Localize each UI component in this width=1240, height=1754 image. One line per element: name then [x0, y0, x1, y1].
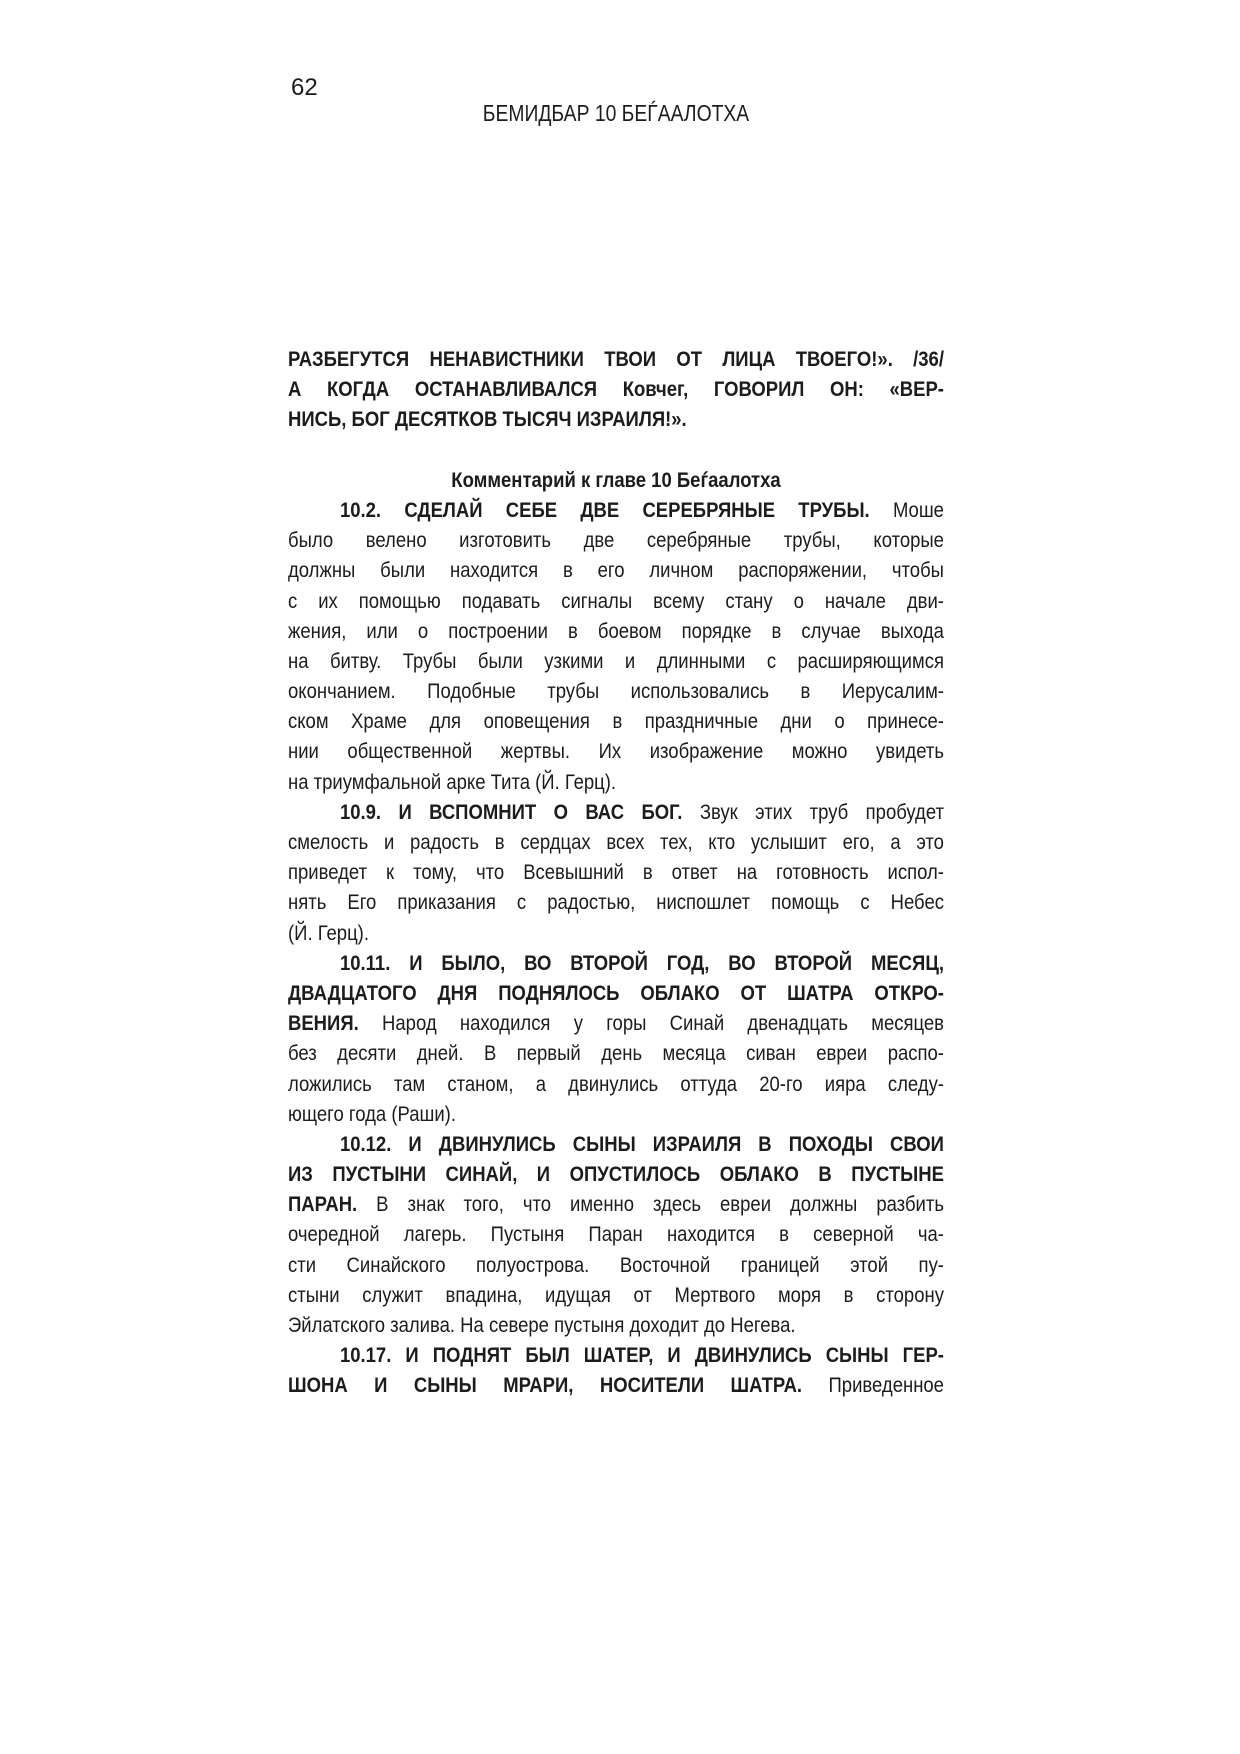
bold-text-run: ШОНА И СЫНЫ МРАРИ, НОСИТЕЛИ ШАТРА.	[288, 1374, 803, 1398]
text-run: с их помощью подавать сигналы всему стану о начале дви-	[288, 589, 944, 613]
text-line	[288, 1009, 944, 1039]
text-line	[288, 526, 944, 556]
text-run: ском Храме для оповещения в праздничные дни о принесе-	[288, 710, 944, 734]
text-line	[288, 375, 944, 405]
bold-text-run: 10.9. И ВСПОМНИТ О ВАС БОГ.	[339, 800, 683, 824]
text-line	[288, 888, 944, 918]
text-line	[288, 919, 944, 949]
text-line	[288, 405, 944, 435]
commentary-10-11	[288, 949, 944, 1130]
bold-text-run: ДВАДЦАТОГО ДНЯ ПОДНЯЛОСЬ ОБЛАКО ОТ ШАТРА ОТКРО-	[288, 981, 944, 1005]
text-line	[288, 1070, 944, 1100]
commentary-10-9	[288, 798, 944, 949]
verse-paragraph	[288, 345, 944, 436]
text-line	[288, 949, 944, 979]
text-line	[288, 496, 944, 526]
text-line	[288, 707, 944, 737]
bold-text-run: 10.12. И ДВИНУЛИСЬ СЫНЫ ИЗРАИЛЯ В ПОХОДЫ СВОИ	[339, 1132, 944, 1156]
text-run: стыни служит впадина, идущая от Мертвого моря в сторону	[288, 1283, 944, 1307]
text-line	[288, 647, 944, 677]
text-line	[288, 1251, 944, 1281]
text-run: на триумфальной арке Тита (Й. Герц).	[288, 770, 617, 794]
text-line	[288, 345, 944, 375]
text-line	[288, 1100, 944, 1130]
text-run: было велено изготовить две серебряные трубы, которые	[288, 529, 944, 553]
text-run: В знак того, что именно здесь евреи должны разбить	[357, 1193, 944, 1217]
text-run: приведет к тому, что Всевышний в ответ на готовность испол-	[288, 861, 944, 885]
bold-text-run: ИЗ ПУСТЫНИ СИНАЙ, И ОПУСТИЛОСЬ ОБЛАКО В ПУСТЫНЕ	[288, 1163, 944, 1187]
text-run: Эйлатского залива. На севере пустыня доходит до Негева.	[288, 1314, 796, 1337]
text-body	[288, 345, 944, 1402]
text-line	[288, 858, 944, 888]
bold-text-run: НИСЬ, БОГ ДЕСЯТКОВ ТЫСЯЧ ИЗРАИЛЯ!».	[288, 408, 687, 432]
text-run: Народ находился у горы Синай двенадцать месяцев	[358, 1012, 944, 1036]
text-run: Приведенное	[802, 1374, 944, 1398]
commentary-10-12	[288, 1130, 944, 1341]
text-line	[288, 617, 944, 647]
text-run: сти Синайского полуострова. Восточной границей этой пу-	[288, 1253, 944, 1277]
text-run: жения, или о построении в боевом порядке в случае выхода	[288, 619, 944, 643]
text-line	[288, 1190, 944, 1220]
text-line	[288, 1371, 944, 1401]
text-line	[288, 1311, 944, 1341]
commentary-10-2	[288, 496, 944, 798]
text-line	[288, 828, 944, 858]
text-run: на битву. Трубы были узкими и длинными с расширяющимся	[288, 649, 944, 673]
text-line	[288, 587, 944, 617]
text-line	[288, 1341, 944, 1371]
text-run: без десяти дней. В первый день месяца сиван евреи распо-	[288, 1042, 944, 1066]
text-line	[288, 768, 944, 798]
text-run: нии общественной жертвы. Их изображение можно увидеть	[288, 740, 944, 764]
bold-text-run: 10.2. СДЕЛАЙ СЕБЕ ДВЕ СЕРЕБРЯНЫЕ ТРУБЫ.	[339, 498, 870, 522]
text-run: ющего года (Раши).	[288, 1102, 456, 1126]
text-run: Звук этих труб пробудет	[682, 800, 944, 824]
commentary-heading: Комментарий к главе 10 Беѓаалотха	[451, 468, 781, 492]
running-header: БЕМИДБАР 10 БЕЃААЛОТХА	[482, 100, 750, 126]
text-line	[288, 1281, 944, 1311]
text-line	[288, 737, 944, 767]
text-line	[288, 1130, 944, 1160]
text-run: Моше	[869, 498, 944, 522]
text-run: окончанием. Подобные трубы использовались в Иерусалим-	[288, 680, 944, 704]
bold-text-run: РАЗБЕГУТСЯ НЕНАВИСТНИКИ ТВОИ ОТ ЛИЦА ТВОЕГО!». /36/	[288, 348, 944, 371]
bold-text-run: 10.17. И ПОДНЯТ БЫЛ ШАТЕР, И ДВИНУЛИСЬ СЫНЫ ГЕР-	[339, 1344, 944, 1368]
text-line	[288, 798, 944, 828]
text-line	[288, 677, 944, 707]
text-line	[288, 1220, 944, 1250]
text-line	[288, 556, 944, 586]
bold-text-run: ВЕНИЯ.	[288, 1012, 359, 1036]
text-run: нять Его приказания с радостью, ниспошлет помощь с Небес	[288, 891, 944, 915]
commentary-10-17	[288, 1341, 944, 1401]
text-run: смелость и радость в сердцах всех тех, кто услышит его, а это	[288, 831, 944, 854]
text-run: должны были находится в его личном распоряжении, чтобы	[288, 559, 944, 583]
text-run: (Й. Герц).	[288, 921, 369, 945]
text-run: очередной лагерь. Пустыня Паран находится в северной ча-	[288, 1223, 944, 1247]
text-run: ложились там станом, а двинулись оттуда 20-го ияра следу-	[288, 1072, 944, 1096]
text-line	[288, 1160, 944, 1190]
blank-line	[288, 436, 944, 466]
bold-text-run: А КОГДА ОСТАНАВЛИВАЛСЯ Ковчег, ГОВОРИЛ ОН: «ВЕР-	[288, 378, 944, 402]
text-line	[288, 1039, 944, 1069]
text-line	[288, 979, 944, 1009]
page-number: 62	[291, 74, 318, 101]
bold-text-run: ПАРАН.	[288, 1193, 358, 1217]
bold-text-run: 10.11. И БЫЛО, ВО ВТОРОЙ ГОД, ВО ВТОРОЙ МЕСЯЦ,	[339, 951, 944, 975]
